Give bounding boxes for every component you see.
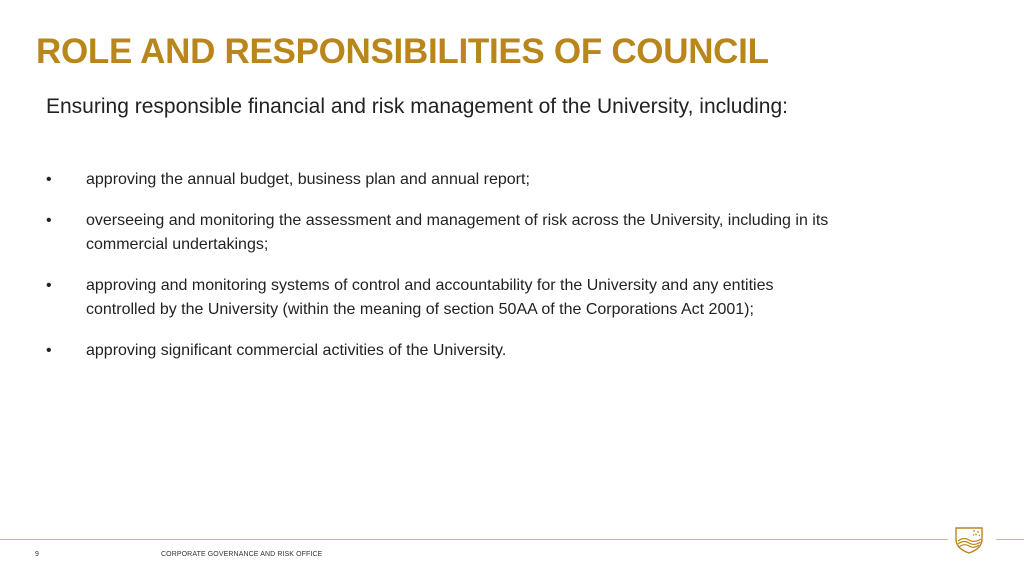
responsibility-list xyxy=(46,168,846,380)
list-item-text: approving the annual budget, business plan and annual report; xyxy=(86,171,530,188)
list-item xyxy=(46,339,846,363)
bullet-icon: • xyxy=(46,342,52,359)
footer-divider xyxy=(0,539,948,540)
list-item-text: overseeing and monitoring the assessment and management of risk across the University, including in its commercial undertakings; xyxy=(86,212,829,253)
list-item-text: approving significant commercial activities of the University. xyxy=(86,342,507,359)
page-number: 9 xyxy=(35,551,39,558)
intro-text: Ensuring responsible financial and risk management of the University, including: xyxy=(46,95,789,118)
university-crest-icon xyxy=(953,522,985,554)
bullet-icon: • xyxy=(46,277,52,294)
bullet-icon: • xyxy=(46,212,52,229)
footer-office-label: CORPORATE GOVERNANCE AND RISK OFFICE xyxy=(161,551,323,558)
footer-divider-right xyxy=(996,539,1024,540)
list-item-text: approving and monitoring systems of control and accountability for the University and any entities controlled by the University (within the meaning of section 50AA of the Corporations Act 2001); xyxy=(86,277,774,318)
list-item xyxy=(46,274,846,322)
list-item xyxy=(46,168,846,192)
slide-title: ROLE AND RESPONSIBILITIES OF COUNCIL xyxy=(36,32,769,71)
bullet-icon: • xyxy=(46,171,52,188)
list-item xyxy=(46,209,846,257)
